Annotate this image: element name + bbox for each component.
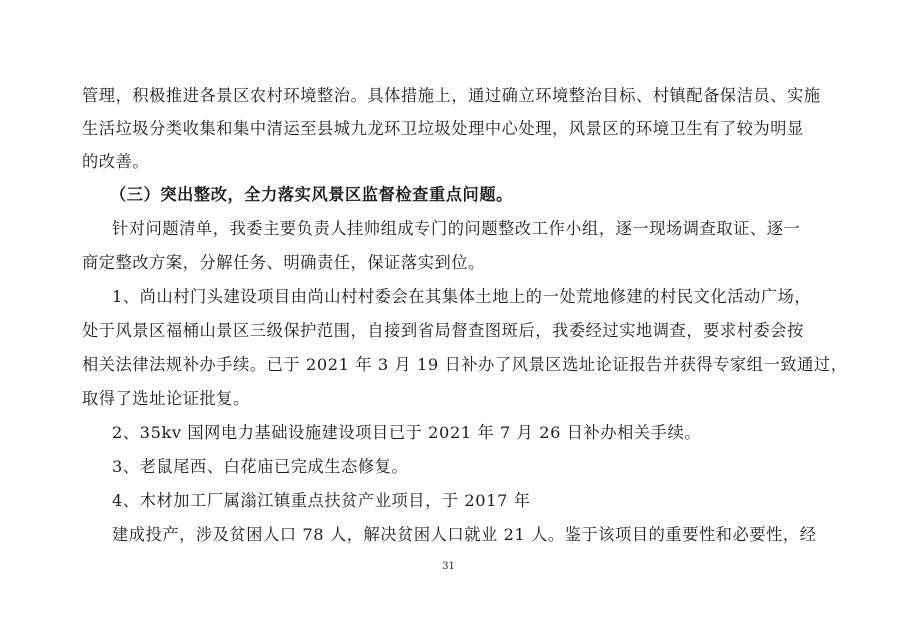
paragraph-line-2: 生活垃圾分类收集和集中清运至县城九龙环卫垃圾处理中心处理，风景区的环境卫生有了较为明显 [82,119,804,138]
paragraph-line-6: 商定整改方案，分解任务、明确责任，保证落实到位。 [82,253,485,272]
item-1-line-4: 取得了选址论证批复。 [82,389,250,408]
paragraph-line-5: 针对问题清单，我委主要负责人挂帅组成专门的问题整改工作小组，逐一现场调查取证、逐一 [112,219,801,238]
item-2-line: 2、35kv 国网电力基础设施建设项目已于 2021 年 7 月 26 日补办相关手续。 [112,423,702,442]
item-4-line-2: 建成投产，涉及贫困人口 78 人，解决贫困人口就业 21 人。鉴于该项目的重要性和必要性，经 [112,525,817,544]
item-1-line-2: 处于风景区福桶山景区三级保护范围，自接到省局督查图斑后，我委经过实地调查，要求村委会按 [82,321,804,340]
item-4-line-1: 4、木材加工厂属滃江镇重点扶贫产业项目，于 2017 年 [112,491,531,510]
paragraph-line-3: 的改善。 [82,152,150,171]
item-1-line-1: 1、尚山村门头建设项目由尚山村村委会在其集体土地上的一处荒地修建的村民文化活动广场， [112,287,812,306]
section-heading: （三）突出整改，全力落实风景区监督检查重点问题。 [110,185,513,204]
page-number: 31 [442,561,455,572]
paragraph-line-1: 管理，积极推进各景区农村环境整治。具体措施上，通过确立环境整治目标、村镇配备保洁员、实施 [82,86,821,105]
item-3-line: 3、老鼠尾西、白花庙已完成生态修复。 [112,457,409,476]
item-1-line-3: 相关法律法规补办手续。已于 2021 年 3 月 19 日补办了风景区选址论证报告并获得专家组一致通过， [82,355,848,374]
